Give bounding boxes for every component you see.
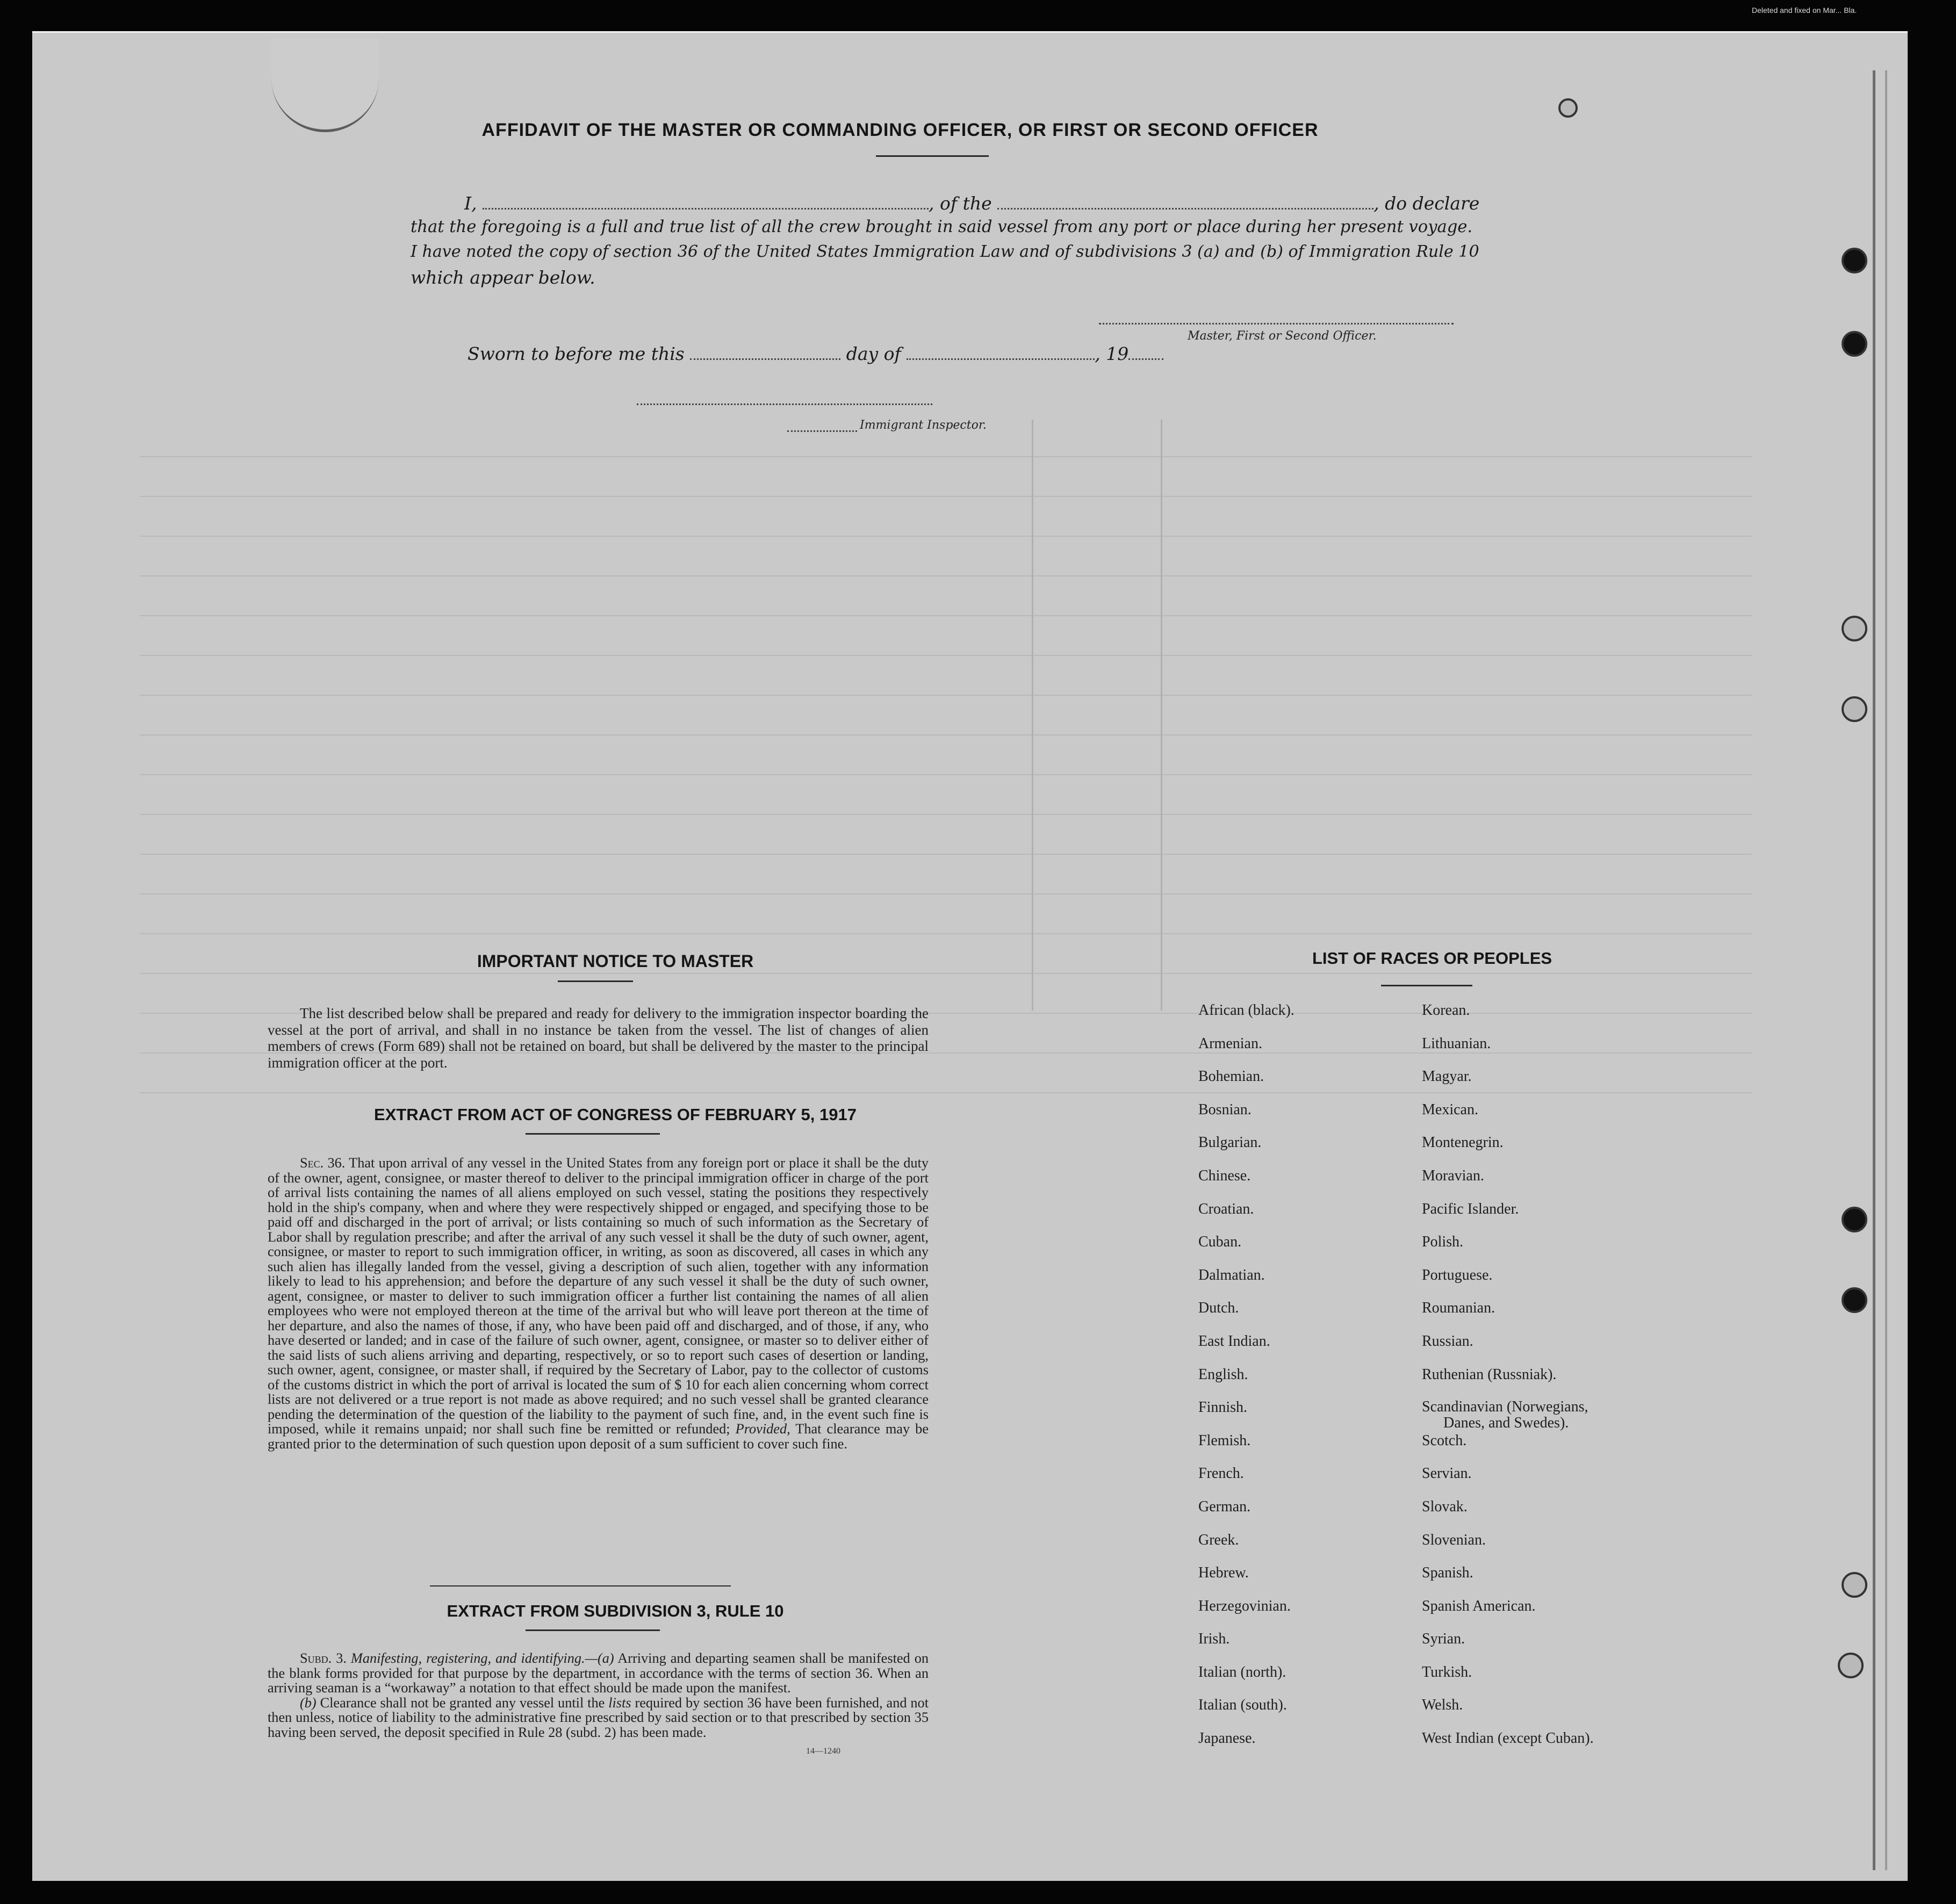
binder-hole-icon [1558, 98, 1578, 118]
race-item: East Indian. [1198, 1332, 1270, 1350]
line1-suffix: , do declare [1373, 193, 1480, 214]
race-item: Finnish. [1198, 1399, 1248, 1416]
subdivision-text-a: Arriving and departing seamen shall be manifested on the blank forms provided for that purpose by the department, in accordance with the terms of section 36. When an arriving seaman is a “workaway” a notation to that effect should be made upon the manifest. [268, 1650, 929, 1696]
section-lead: Sec. 36. [300, 1155, 346, 1171]
race-item: Bosnian. [1198, 1101, 1252, 1118]
race-item: Mexican. [1422, 1101, 1478, 1118]
document-page [32, 6, 1908, 1881]
races-title: LIST OF RACES OR PEOPLES [1312, 949, 1552, 968]
race-item: Slovenian. [1422, 1531, 1486, 1548]
binder-hole-icon [1842, 1207, 1867, 1232]
bleed-through-column [1032, 420, 1033, 1011]
subdivision-text-b-2: required by section 36 have been furnished, and not then unless, notice of liability to the administrative fine prescribed by said section or to that prescribed by section 35 having been served, the deposit specified in Rule 28 (subd. 2) has been made. [268, 1694, 929, 1740]
subdivision-label-b: (b) [300, 1694, 317, 1711]
races-right-column [1422, 1002, 1594, 1763]
race-item: Greek. [1198, 1531, 1239, 1548]
notice-paragraph: The list described below shall be prepared and ready for delivery to the immigration inspector boarding the vessel at the port of arrival, and shall in no instance be taken from the vessel. The list of changes of alien members of crews (Form 689) shall not be retained on board, but shall be delivered by the master to the principal immigration officer at the port. [268, 1005, 929, 1071]
race-item: Polish. [1422, 1234, 1464, 1251]
name-field[interactable] [483, 208, 929, 210]
races-title-underline [1381, 985, 1472, 986]
act-extract-end-rule [430, 1585, 731, 1586]
sworn-year: , 19 [1095, 343, 1129, 364]
notice-text [268, 1005, 929, 1071]
binder-hole-icon [1842, 696, 1867, 722]
binder-hole-icon [1838, 1653, 1864, 1678]
rule-extract-paragraph-b [268, 1696, 929, 1740]
rule-extract-title: EXTRACT FROM SUBDIVISION 3, RULE 10 [447, 1602, 784, 1620]
race-item: Magyar. [1422, 1068, 1472, 1085]
race-item: African (black). [1198, 1002, 1295, 1019]
race-item: Montenegrin. [1422, 1134, 1504, 1151]
proviso-text: That clearance may be granted prior to the determination of such question upon deposit of a sum sufficient to cover such fine. [268, 1421, 929, 1452]
sworn-day-field[interactable] [690, 358, 840, 360]
proviso-word: Provided, [735, 1421, 790, 1437]
race-item: Chinese. [1198, 1167, 1251, 1184]
sworn-year-field[interactable] [1128, 358, 1163, 360]
race-item: Cuban. [1198, 1234, 1242, 1251]
act-extract-text [268, 1156, 929, 1451]
race-item: Dalmatian. [1198, 1266, 1265, 1283]
notice-title: IMPORTANT NOTICE TO MASTER [477, 951, 754, 971]
race-item: Scandinavian (Norwegians, Danes, and Swedes). [1422, 1398, 1588, 1432]
page-edge-shadow [1873, 70, 1887, 1870]
race-item: Bohemian. [1198, 1068, 1264, 1085]
race-item: Flemish. [1198, 1432, 1251, 1449]
race-item: Scotch. [1422, 1432, 1467, 1449]
race-item: French. [1198, 1465, 1244, 1482]
act-extract-title: EXTRACT FROM ACT OF CONGRESS OF FEBRUARY 5, 1917 [374, 1105, 857, 1124]
race-item: Russian. [1422, 1332, 1473, 1350]
inspector-caption-leader [787, 430, 857, 432]
binder-hole-icon [1842, 248, 1867, 273]
inspector-signature-line[interactable] [637, 403, 932, 405]
line1-mid: , of the [929, 193, 992, 214]
sworn-month-field[interactable] [907, 358, 1095, 360]
race-item: English. [1198, 1366, 1248, 1383]
rule-extract-underline [526, 1629, 660, 1631]
form-code: 14—1240 [806, 1747, 840, 1756]
race-item: Syrian. [1422, 1631, 1465, 1648]
races-left-column [1198, 1002, 1295, 1763]
race-item: Slovak. [1422, 1498, 1468, 1515]
affidavit-title: AFFIDAVIT OF THE MASTER OR COMMANDING OFFICER, OR FIRST OR SECOND OFFICER [481, 120, 1319, 140]
affidavit-line-3: I have noted the copy of section 36 of the United States Immigration Law and of subdivisions 3 (a) and (b) of Immigration Rule 10 [411, 242, 1479, 261]
race-item: Korean. [1422, 1002, 1470, 1019]
subdivision-lead: Subd. 3. [300, 1650, 347, 1666]
sworn-prefix: Sworn to before me this [468, 343, 685, 364]
race-item: Japanese. [1198, 1730, 1256, 1747]
race-item: Dutch. [1198, 1300, 1239, 1317]
subdivision-text-b-lists: lists [608, 1694, 631, 1711]
race-item: Pacific Islander. [1422, 1200, 1519, 1217]
notice-title-underline [558, 980, 633, 982]
race-item: Italian (north). [1198, 1663, 1286, 1681]
race-item: Welsh. [1422, 1697, 1463, 1714]
act-extract-underline [526, 1133, 660, 1135]
race-item: German. [1198, 1498, 1251, 1515]
race-item: Italian (south). [1198, 1697, 1287, 1714]
corner-note: Deleted and fixed on Mar... Bla. [1752, 6, 1857, 15]
line1-prefix: I, [464, 193, 477, 214]
race-item: Irish. [1198, 1631, 1230, 1648]
race-item: West Indian (except Cuban). [1422, 1730, 1594, 1747]
race-item: Spanish American. [1422, 1597, 1536, 1614]
binder-hole-icon [1842, 616, 1867, 641]
race-item: Turkish. [1422, 1663, 1472, 1681]
race-item: Roumanian. [1422, 1300, 1495, 1317]
page-tab-notch [271, 38, 379, 132]
subdivision-heading: Manifesting, registering, and identifying.—(a) [350, 1650, 614, 1666]
officer-signature-line[interactable] [1099, 323, 1454, 324]
race-item: Spanish. [1422, 1564, 1473, 1582]
race-item: Ruthenian (Russniak). [1422, 1366, 1557, 1383]
race-item: Armenian. [1198, 1035, 1262, 1052]
inspector-caption: Immigrant Inspector. [860, 419, 987, 432]
sworn-mid: day of [846, 343, 901, 364]
act-extract-paragraph [268, 1156, 929, 1451]
section-body: That upon arrival of any vessel in the United States from any foreign port or place it shall be the duty of the owner, agent, consignee, or master thereof to deliver to the principal immigration officer in charge of the port of arrival lists containing the names of all aliens employed on such vessel, stating the positions they respectively hold in the ship's company, when and where they were respectively shipped or engaged, and specifying those to be paid off and discharged in the port of arrival; or lists containing so much of such information as the Secretary of Labor shall by regulation prescribe; and after the arrival of any such vessel it shall be the duty of such owner, agent, consignee, or master to report to such immigration officer, in writing, as soon as discovered, all cases in which any such alien has illegally landed from the vessel, giving a description of such alien, together with any information likely to lead to his apprehension; and before the departure of any such vessel it shall be the duty of such owner, agent, consignee, or master to deliver to such immigration officer a further list containing the names of all alien employees who were not employed thereon at the time of the arrival but who will leave port thereon at the time of her departure, and also the names of those, if any, who have been paid off and discharged, and of those, if any, who have deserted or landed; and in case of the failure of such owner, agent, consignee, or master so to deliver either of the said lists of such aliens arriving and departing, respectively, or so to report such cases of desertion or landing, such owner, agent, consignee, or master shall, if required by the Secretary of Labor, pay to the collector of customs of the customs district in which the port of arrival is located the sum of $ 10 for each alien concerning whom correct lists are not delivered or a true report is not made as above required; and no such vessel shall be granted clearance pending the determination of the question of the liability to the payment of such fine, and, in the event such fine is imposed, while it remains unpaid; nor shall such fine be remitted or refunded; [268, 1155, 929, 1437]
binder-hole-icon [1842, 331, 1867, 357]
binder-hole-icon [1842, 1287, 1867, 1313]
officer-caption: Master, First or Second Officer. [1188, 329, 1377, 343]
race-item: Herzegovinian. [1198, 1597, 1291, 1614]
bleed-through-column [1161, 420, 1162, 1011]
vessel-field[interactable] [997, 208, 1373, 210]
race-item: Lithuanian. [1422, 1035, 1491, 1052]
race-item: Bulgarian. [1198, 1134, 1262, 1151]
sworn-line [468, 343, 1163, 364]
affidavit-line-2: that the foregoing is a full and true list of all the crew brought in said vessel from any port or place during her present voyage. [411, 218, 1473, 236]
race-item: Moravian. [1422, 1167, 1484, 1184]
subdivision-text-b-1: Clearance shall not be granted any vessel until the [320, 1694, 605, 1711]
affidavit-line-1 [464, 193, 1479, 214]
affidavit-title-underline [876, 155, 989, 157]
rule-extract-paragraph-a [268, 1651, 929, 1696]
binder-hole-icon [1842, 1572, 1867, 1598]
affidavit-line-4: which appear below. [411, 267, 595, 288]
race-item: Portuguese. [1422, 1266, 1493, 1283]
race-item: Hebrew. [1198, 1564, 1249, 1582]
race-item: Servian. [1422, 1465, 1472, 1482]
rule-extract-text [268, 1651, 929, 1740]
race-item: Croatian. [1198, 1200, 1254, 1217]
